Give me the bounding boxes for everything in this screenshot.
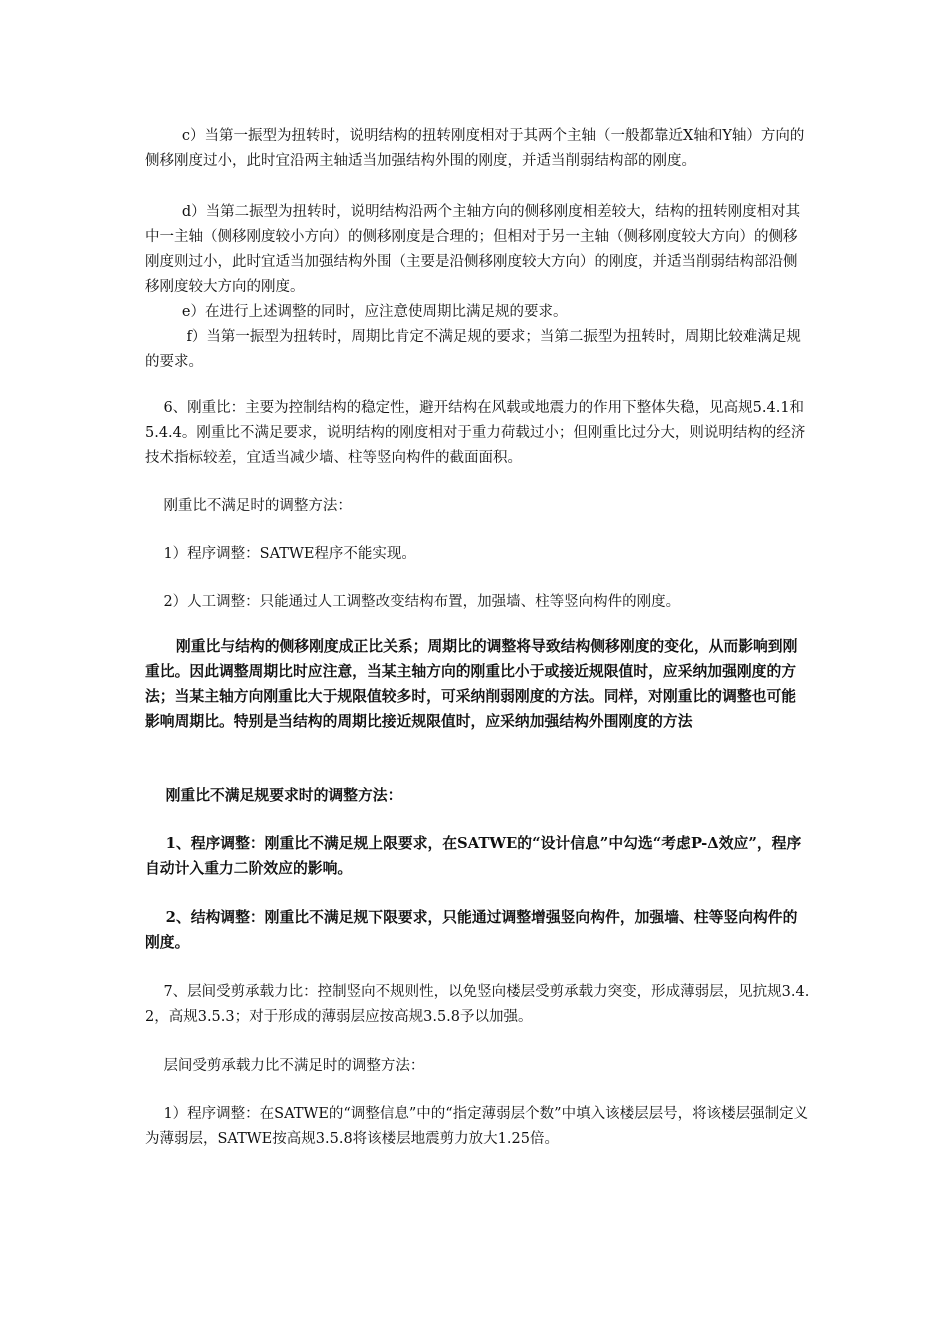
- paragraph-stiffness-relation: 刚重比与结构的侧移刚度成正比关系；周期比的调整将导致结构侧移刚度的变化，从而影响到刚重比。因此调整周期比时应注意，当某主轴方向的刚重比小于或接近规限值时，应采纳加强刚度的方法；当某主轴方向刚重比大于规限值较多时，可采纳削弱刚度的方法。同样，对刚重比的调整也可能影响周期比。特别是当结构的周期比接近规限值时，应采纳加强结构外围刚度的方法: [145, 638, 798, 730]
- paragraph-program-adjust: 1、程序调整：刚重比不满足规上限要求，在SATWE的“设计信息”中勾选“考虑P-Δ效应”，程序自动计入重力二阶效应的影响。: [145, 835, 802, 877]
- paragraph-structure-adjust: 2、结构调整：刚重比不满足规下限要求，只能通过调整增强竖向构件，加强墙、柱等竖向构件的刚度。: [145, 909, 798, 951]
- paragraph-e: e）在进行上述调整的同时，应注意使周期比满足规的要求。: [145, 304, 568, 320]
- paragraph-section-7-heading: 层间受剪承载力比不满足时的调整方法：: [145, 1058, 425, 1074]
- paragraph-section-6: 6、刚重比：主要为控制结构的稳定性，避开结构在风载或地震力的作用下整体失稳，见高规5.4.1和5.4.4。刚重比不满足要求，说明结构的刚度相对于重力荷载过小；但刚重比过分大，则说明结构的经济技术指标较差，宜适当减少墙、柱等竖向构件的截面面积。: [145, 400, 806, 466]
- paragraph-adjust-heading: 刚重比不满足规要求时的调整方法：: [145, 787, 403, 804]
- paragraph-d: d）当第二振型为扭转时，说明结构沿两个主轴方向的侧移刚度相差较大，结构的扭转刚度相对其中一主轴（侧移刚度较小方向）的侧移刚度是合理的；但相对于另一主轴（侧移刚度较大方向）的侧移刚度则过小，此时宜适当加强结构外围（主要是沿侧移刚度较大方向）的刚度，并适当削弱结构部沿侧移刚度较大方向的刚度。: [145, 204, 801, 295]
- paragraph-c: c）当第一振型为扭转时，说明结构的扭转刚度相对于其两个主轴（一般都靠近X轴和Y轴）方向的侧移刚度过小，此时宜沿两主轴适当加强结构外围的刚度，并适当削弱结构部的刚度。: [145, 128, 805, 169]
- paragraph-section-6-heading: 刚重比不满足时的调整方法：: [145, 498, 352, 514]
- paragraph-section-7: 7、层间受剪承载力比：控制竖向不规则性，以免竖向楼层受剪承载力突变，形成薄弱层，见抗规3.4.2，高规3.5.3；对于形成的薄弱层应按高规3.5.8予以加强。: [145, 984, 810, 1025]
- paragraph-f: f）当第一振型为扭转时，周期比肯定不满足规的要求；当第二振型为扭转时，周期比较难满足规的要求。: [145, 329, 801, 370]
- paragraph-section-6-item-2: 2）人工调整：只能通过人工调整改变结构布置，加强墙、柱等竖向构件的刚度。: [145, 594, 681, 610]
- paragraph-section-6-item-1: 1）程序调整：SATWE程序不能实现。: [145, 546, 416, 562]
- paragraph-section-7-item-1: 1）程序调整：在SATWE的“调整信息”中的“指定薄弱层个数”中填入该楼层层号，将该楼层强制定义为薄弱层，SATWE按高规3.5.8将该楼层地震剪力放大1.25倍。: [145, 1106, 809, 1147]
